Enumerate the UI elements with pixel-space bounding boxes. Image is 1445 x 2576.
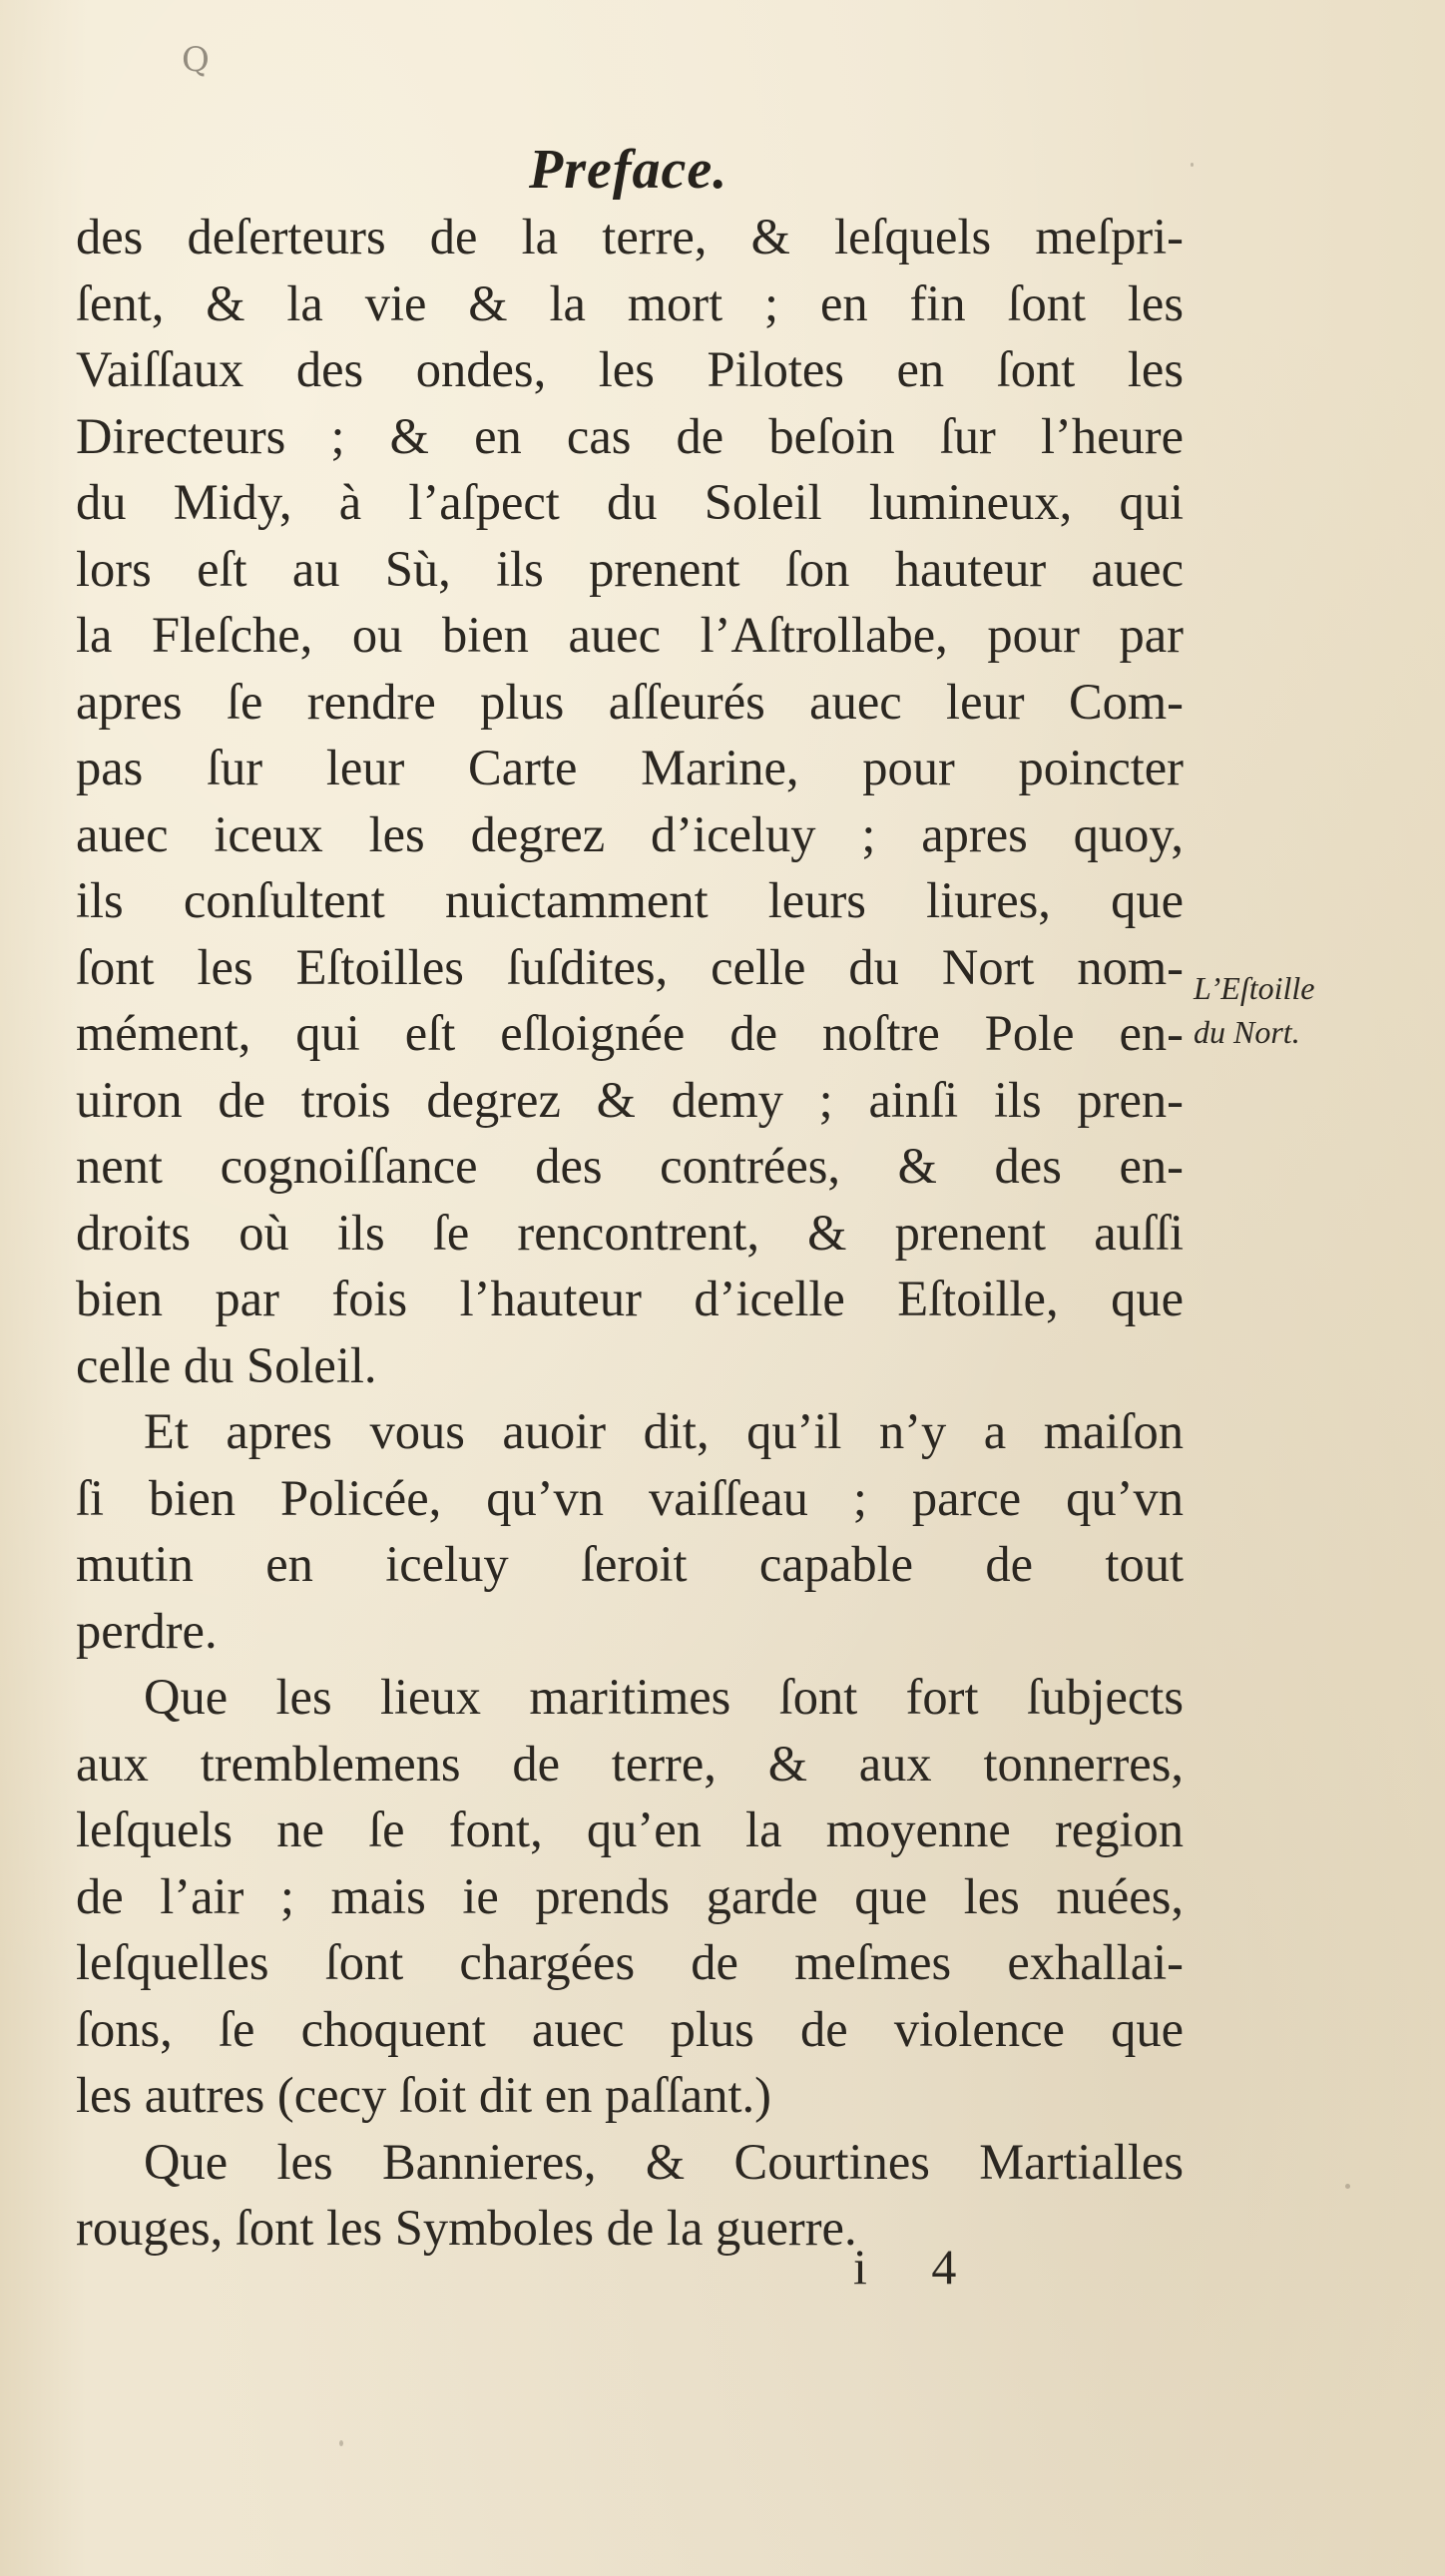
text-line: lors eſt au Sù, ils prenent ſon hauteur auec: [76, 540, 1184, 597]
text-line: droits où ils ſe rencontrent, & prenent auſſi: [76, 1204, 1184, 1261]
text-line: mutin en iceluy ſeroit capable de tout: [76, 1536, 1184, 1592]
corner-mark: Q: [182, 40, 210, 80]
text-line: leſquels ne ſe font, qu’en la moyenne region: [76, 1802, 1184, 1857]
text-line: perdre.: [76, 1602, 218, 1659]
running-header: Preface.: [529, 139, 728, 201]
text-line: rouges, ſont les Symboles de la guerre.: [76, 2200, 857, 2256]
text-line: Et apres vous auoir dit, qu’il n’y a maiſon: [144, 1403, 1184, 1459]
paper-speck: [1345, 2184, 1350, 2189]
text-line: la Fleſche, ou bien auec l’Aſtrollabe, pour par: [76, 607, 1184, 663]
text-line: les autres (cecy ſoit dit en paſſant.): [76, 2067, 771, 2123]
margin-note: [1194, 966, 1363, 1054]
margin-note-line: L’Eſtoille: [1194, 970, 1315, 1006]
text-line: pas ſur leur Carte Marine, pour poincter: [76, 740, 1184, 795]
text-line: apres ſe rendre plus aſſeurés auec leur Com-: [76, 673, 1184, 730]
text-line: Que les Bannieres, & Courtines Martialles: [144, 2133, 1184, 2190]
text-line: nent cognoiſſance des contrées, & des en-: [76, 1138, 1184, 1194]
text-line: bien par fois l’hauteur d’icelle Eſtoille, que: [76, 1271, 1184, 1326]
paper-speck: [1191, 163, 1194, 167]
text-line: ſent, & la vie & la mort ; en fin ſont les: [76, 274, 1184, 331]
paper-speck: [339, 2440, 343, 2446]
text-line: Directeurs ; & en cas de beſoin ſur l’heure: [76, 407, 1184, 464]
text-line: mément, qui eſt eſloignée de noſtre Pole en-: [76, 1005, 1184, 1061]
text-line: auec iceux les degrez d’iceluy ; apres quoy,: [76, 805, 1184, 862]
text-line: ſont les Eſtoilles ſuſdites, celle du Nort nom-: [76, 938, 1184, 995]
margin-note-line: du Nort.: [1194, 1014, 1300, 1050]
text-line: leſquelles ſont chargées de meſmes exhallai-: [76, 1934, 1184, 1990]
text-line: aux tremblemens de terre, & aux tonnerres,: [76, 1735, 1184, 1792]
text-line: ſons, ſe choquent auec plus de violence que: [76, 2000, 1184, 2057]
text-line: ils conſultent nuictamment leurs liures, que: [76, 872, 1184, 928]
body-text: [76, 204, 1184, 2262]
text-line: des deſerteurs de la terre, & leſquels meſpri-: [76, 209, 1184, 264]
text-line: ſi bien Policée, qu’vn vaiſſeau ; parce qu’vn: [76, 1469, 1184, 1526]
text-line: Vaiſſaux des ondes, les Pilotes en ſont les: [76, 341, 1184, 397]
text-line: de l’air ; mais ie prends garde que les nuées,: [76, 1867, 1184, 1924]
text-line: uiron de trois degrez & demy ; ainſi ils pren-: [76, 1071, 1184, 1128]
text-line: du Midy, à l’aſpect du Soleil lumineux, qui: [76, 474, 1184, 530]
text-line: Que les lieux maritimes ſont fort ſubjects: [144, 1669, 1184, 1725]
page-signature: i 4: [853, 2239, 983, 2295]
text-line: celle du Soleil.: [76, 1336, 377, 1393]
